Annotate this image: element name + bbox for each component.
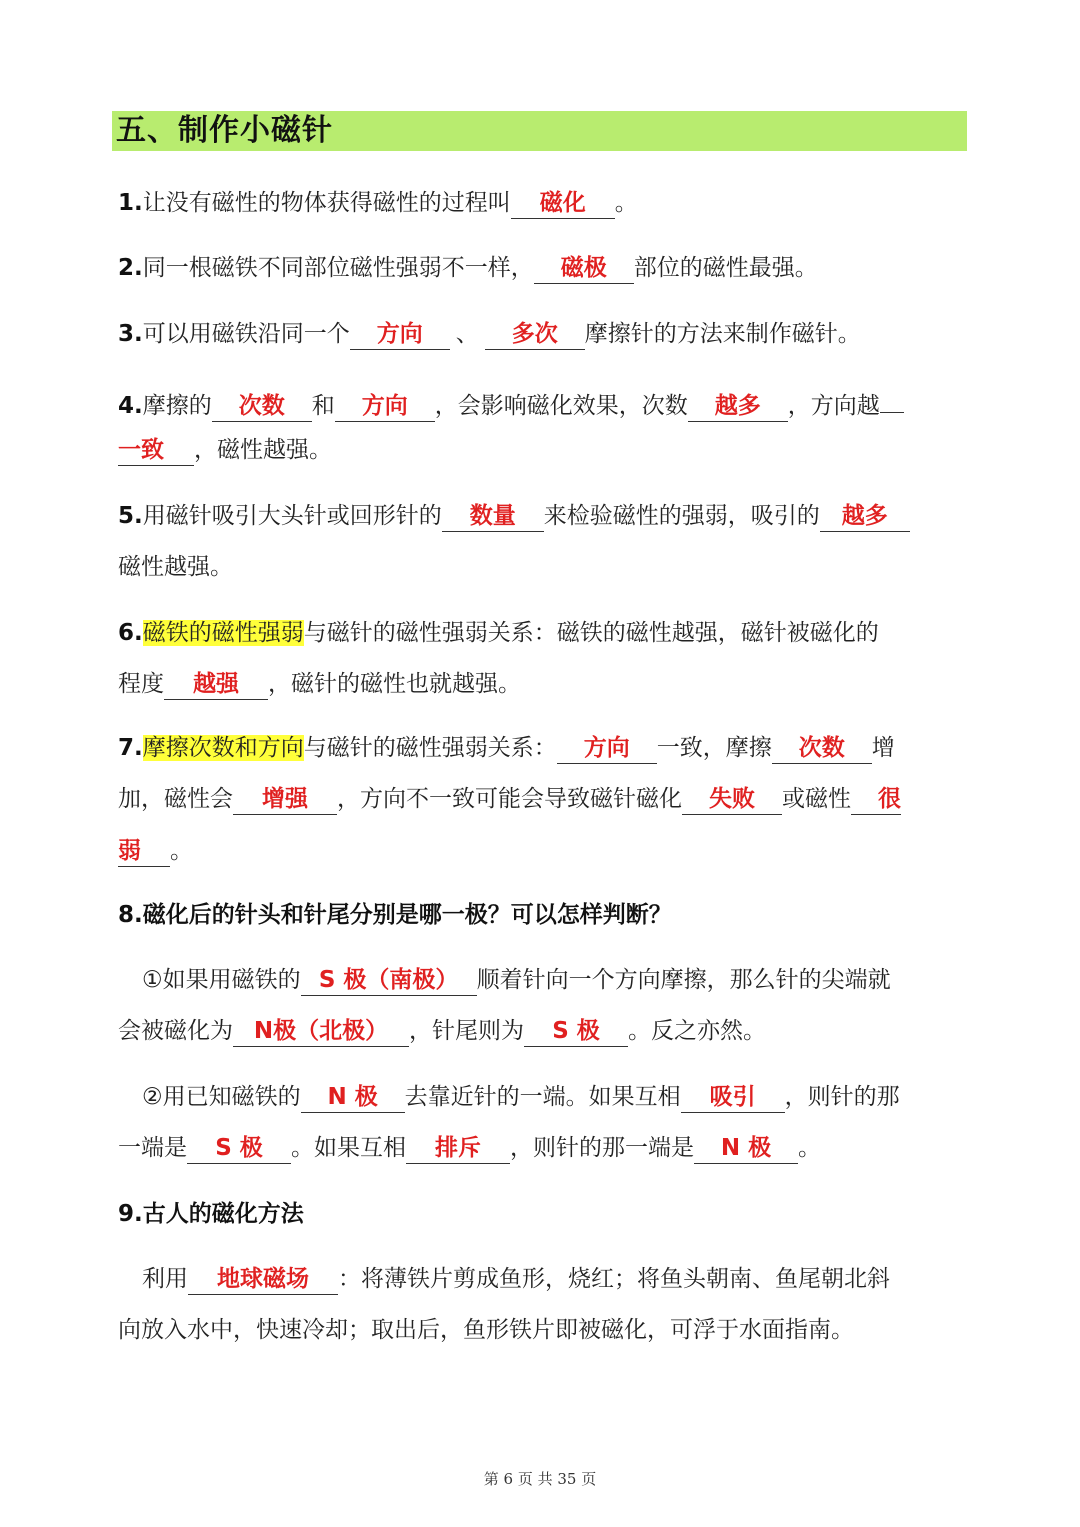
question-text: 摩擦的: [142, 393, 212, 419]
answer-text: 方向: [583, 735, 630, 761]
answer-blank: [350, 319, 450, 350]
answer-blank: [442, 501, 544, 532]
question-number: 5.: [118, 503, 143, 529]
answer-text: 次数: [798, 735, 845, 761]
question-text: 。反之亦然。: [628, 1018, 766, 1044]
question-5: [118, 499, 910, 533]
answer-blank: [212, 391, 312, 422]
answer-text: 越多: [714, 393, 761, 419]
question-text: ，方向越: [787, 393, 880, 419]
question-text: 利用: [142, 1266, 188, 1292]
q8-paragraph-1: [142, 963, 891, 997]
answer-blank: [681, 1082, 785, 1113]
question-number: 1.: [118, 190, 143, 216]
answer-text: 方向: [376, 321, 423, 347]
answer-text: S 极: [552, 1018, 600, 1044]
question-text: ，磁性越强。: [194, 437, 332, 463]
answer-text: 次数: [238, 393, 285, 419]
question-number: 3.: [118, 321, 143, 347]
answer-blank: [851, 784, 901, 815]
answer-text: 越强: [193, 671, 239, 697]
q8-paragraph-1-cont: [118, 1014, 766, 1048]
question-text: 一端是: [118, 1135, 187, 1161]
highlighted-text: 摩擦次数和方向: [142, 735, 304, 761]
question-text: 与磁针的磁性强弱关系：磁铁的磁性越强，磁针被磁化的: [303, 620, 879, 646]
question-text: ，则针的那: [784, 1084, 900, 1110]
question-7: [118, 731, 895, 765]
q9-paragraph: [142, 1262, 890, 1296]
question-text: 磁性越强。: [118, 554, 233, 580]
question-text: 或磁性: [782, 786, 851, 812]
answer-blank: [772, 733, 872, 764]
question-text: ，方向不一致可能会导致磁针磁化: [337, 786, 682, 812]
question-1: [118, 186, 638, 220]
answer-text: 吸引: [709, 1084, 756, 1110]
question-text: 让没有磁性的物体获得磁性的过程叫: [142, 190, 511, 216]
answer-blank: [164, 669, 268, 700]
answer-text: 弱: [118, 838, 141, 864]
page-footer: 第 6 页 共 35 页: [483, 1470, 597, 1488]
question-6: [118, 616, 879, 650]
answer-text: 一致: [118, 437, 164, 463]
answer-blank: [233, 784, 337, 815]
question-text: 同一根磁铁不同部位磁性强弱不一样，: [142, 255, 534, 281]
answer-text: 磁化: [539, 190, 586, 216]
question-text: 来检验磁性的强弱，吸引的: [543, 503, 820, 529]
question-text: 增: [871, 735, 895, 761]
question-6-cont: [118, 667, 521, 701]
question-text: 去靠近针的一端。如果互相: [404, 1084, 681, 1110]
answer-blank: [682, 784, 782, 815]
answer-text: N 极: [327, 1084, 378, 1110]
answer-text: 方向: [361, 393, 408, 419]
question-5-cont: [118, 550, 233, 584]
answer-text: 排斥: [435, 1135, 481, 1161]
question-text: 。: [170, 838, 193, 864]
answer-blank: [880, 382, 904, 413]
question-text: 、: [455, 321, 479, 347]
answer-blank: [335, 391, 435, 422]
answer-blank: [301, 1082, 405, 1113]
answer-blank: [188, 1264, 338, 1295]
answer-text: 多次: [511, 321, 558, 347]
answer-blank: [688, 391, 788, 422]
question-number: 2.: [118, 255, 143, 281]
highlighted-text: 磁铁的磁性强弱: [142, 620, 304, 646]
question-text: 向放入水中，快速冷却；取出后，鱼形铁片即被磁化，可浮于水面指南。: [118, 1317, 854, 1343]
question-text: ，针尾则为: [409, 1018, 524, 1044]
question-number: 4.: [118, 393, 143, 419]
q8-paragraph-2: [142, 1080, 900, 1114]
answer-blank: [233, 1016, 409, 1047]
question-text: 。: [798, 1135, 821, 1161]
question-text: ，则针的那一端是: [510, 1135, 694, 1161]
answer-blank: [301, 965, 477, 996]
question-text: 。: [614, 190, 638, 216]
question-2: [118, 251, 818, 285]
question-7-cont2: [118, 834, 193, 868]
answer-blank: [694, 1133, 798, 1164]
answer-blank: [820, 501, 910, 532]
q9-paragraph-cont: [118, 1313, 854, 1347]
q8-paragraph-2-cont: [118, 1131, 821, 1165]
answer-text: 磁极: [560, 255, 607, 281]
question-text: 8.磁化后的针头和针尾分别是哪一极？可以怎样判断？: [118, 902, 672, 928]
question-number: 7.: [118, 735, 143, 761]
question-4-cont: [118, 433, 332, 467]
answer-blank: [406, 1133, 510, 1164]
answer-text: S 极（南极）: [318, 967, 459, 993]
answer-blank: [511, 188, 615, 219]
answer-text: 很: [878, 786, 901, 812]
question-text: 程度: [118, 671, 164, 697]
answer-text: S 极: [215, 1135, 263, 1161]
answer-blank: [524, 1016, 628, 1047]
section-title: 五、制作小磁针: [116, 113, 333, 148]
question-text: 可以用磁铁沿同一个: [142, 321, 350, 347]
question-text: ①如果用磁铁的: [142, 967, 301, 993]
answer-blank: [534, 253, 634, 284]
answer-text: 失败: [709, 786, 755, 812]
answer-text: N极（北极）: [253, 1018, 389, 1044]
answer-text: N 极: [720, 1135, 772, 1161]
question-text: 9.古人的磁化方法: [118, 1201, 304, 1227]
answer-blank: [557, 733, 657, 764]
question-text: 用磁针吸引大头针或回形针的: [142, 503, 442, 529]
question-text: 一致，摩擦: [656, 735, 772, 761]
question-text: ，磁针的磁性也就越强。: [268, 671, 521, 697]
question-text: 部位的磁性最强。: [633, 255, 818, 281]
question-number: 6.: [118, 620, 143, 646]
answer-text: 增强: [262, 786, 308, 812]
question-7-cont: [118, 782, 901, 816]
question-text: 顺着针向一个方向摩擦，那么针的尖端就: [476, 967, 891, 993]
question-4: [118, 382, 904, 419]
answer-blank: [118, 836, 170, 867]
section-header: [112, 111, 967, 151]
question-8: [118, 898, 672, 932]
question-text: 和: [311, 393, 335, 419]
question-9: [118, 1197, 304, 1231]
answer-text: 越多: [841, 503, 888, 529]
answer-blank: [118, 435, 194, 466]
answer-text: 数量: [469, 503, 516, 529]
question-text: ②用已知磁铁的: [142, 1084, 301, 1110]
question-text: 与磁针的磁性强弱关系：: [303, 735, 557, 761]
question-text: ，会影响磁化效果，次数: [434, 393, 688, 419]
question-3: [118, 317, 861, 351]
question-text: 加，磁性会: [118, 786, 233, 812]
answer-blank: [485, 319, 585, 350]
question-text: 会被磁化为: [118, 1018, 233, 1044]
question-text: ：将薄铁片剪成鱼形，烧红；将鱼头朝南、鱼尾朝北斜: [338, 1266, 890, 1292]
question-text: 摩擦针的方法来制作磁针。: [584, 321, 861, 347]
question-text: 。如果互相: [291, 1135, 406, 1161]
answer-blank: [187, 1133, 291, 1164]
answer-text: 地球磁场: [217, 1266, 309, 1292]
